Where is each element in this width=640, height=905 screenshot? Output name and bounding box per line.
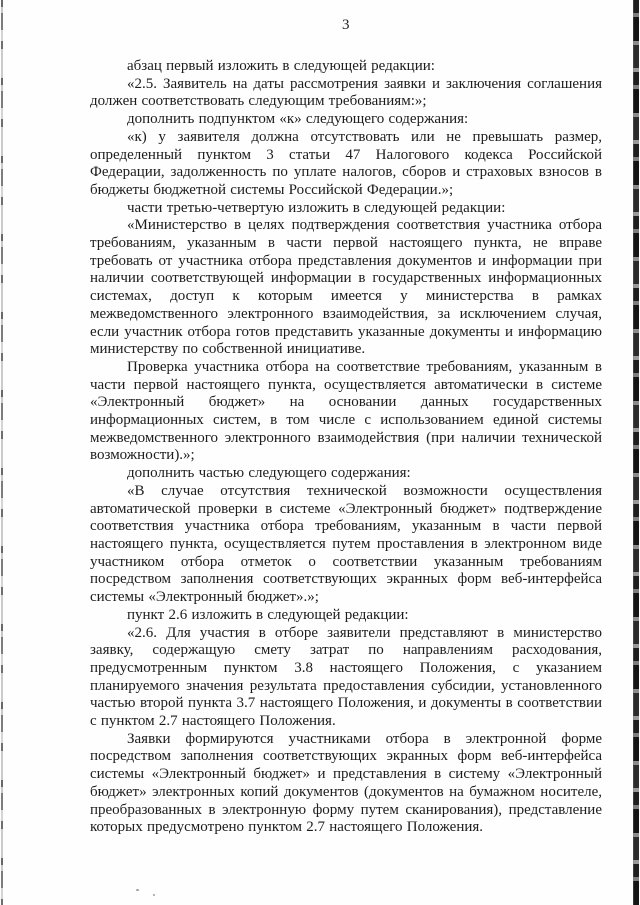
paragraph-amendment-intro: абзац первый изложить в следующей редакции:: [127, 58, 435, 74]
paragraph-add-part-intro: дополнить частью следующего содержания:: [127, 465, 411, 482]
page-number: 3: [342, 17, 350, 33]
paragraph-ministry-confirmation: «Министерство в целях подтверждения соответствия участника отбора требованиям, указанным в части первой настоящего пункта, не вправе требовать от участника отбора представления документов и информации при наличии соответствующей информации в государственных информационных системах, доступ к которым имеется у министерства в рамках межведомственного электронного взаимодействия, за исключением случая, если участник отбора готов представить указанные документы и информацию министерству по собственной инициативе.: [90, 217, 602, 358]
paragraph-automatic-check: Проверка участника отбора на соответствие требованиям, указанным в части первой настоящего пункта, осуществляется автоматически в системе «Электронный бюджет» на основании данных государственных информационных систем, в том числе с использованием единой системы межведомственного электронного взаимодействия (при наличии технической возможности).»;: [90, 358, 602, 464]
paragraph-applications-formation: Заявки формируются участниками отбора в электронной форме посредством заполнения соответствующих экранных форм веб-интерфейса системы «Электронный бюджет» и представления в систему «Электронный бюджет» электронных копий документов (документов на бумажном носителе, преобразованных в электронную форму путем сканирования), представление которых предусмотрено пунктом 2.7 настоящего Положения.: [90, 730, 602, 836]
paragraph-subclause-k-intro: дополнить подпунктом «к» следующего содержания:: [127, 111, 469, 128]
paragraph-clause-2-6-intro: пункт 2.6 изложить в следующей редакции:: [127, 606, 409, 623]
paragraph-clause-2-6: «2.6. Для участия в отборе заявители представляют в министерство заявку, содержащую смету затрат по направлениям расходования, предусмотренным пунктом 3.8 настоящего Положения, с указанием планируемого значения результата предоставления субсидии, установленного частью второй пункта 3.7 настоящего Положения, и документы в соответствии с пунктом 2.7 настоящего Положения.: [90, 624, 602, 730]
scan-artifact-left-edge: [1, 0, 3, 905]
paragraph-subclause-k: «к) у заявителя должна отсутствовать или не превышать размер, определенный пунктом 3 статьи 47 Налогового кодекса Российской Федерации, задолженность по уплате налогов, сборов и страховых взносов в бюджеты бюджетной системы Российской Федерации.»;: [90, 128, 602, 198]
scan-noise-dot: [153, 894, 155, 896]
document-body: [90, 58, 602, 837]
paragraph-clause-2-5: «2.5. Заявитель на даты рассмотрения заявки и заключения соглашения должен соответствовать следующим требованиям:»;: [90, 75, 602, 110]
paragraph-parts-3-4-intro: части третью-четвертую изложить в следующей редакции:: [127, 199, 506, 216]
paragraph-manual-check: «В случае отсутствия технической возможности осуществления автоматической проверки в системе «Электронный бюджет» подтверждение соответствия участника отбора требованиям, указанным в части первой настоящего пункта, осуществляется путем проставления в электронном виде участником отбора отметок о соответствии указанным требованиям посредством заполнения соответствующих экранных форм веб-интерфейса системы «Электронный бюджет».»;: [90, 482, 602, 606]
scan-noise-dot: [136, 889, 139, 891]
scan-artifact-right-edge: [633, 0, 639, 905]
